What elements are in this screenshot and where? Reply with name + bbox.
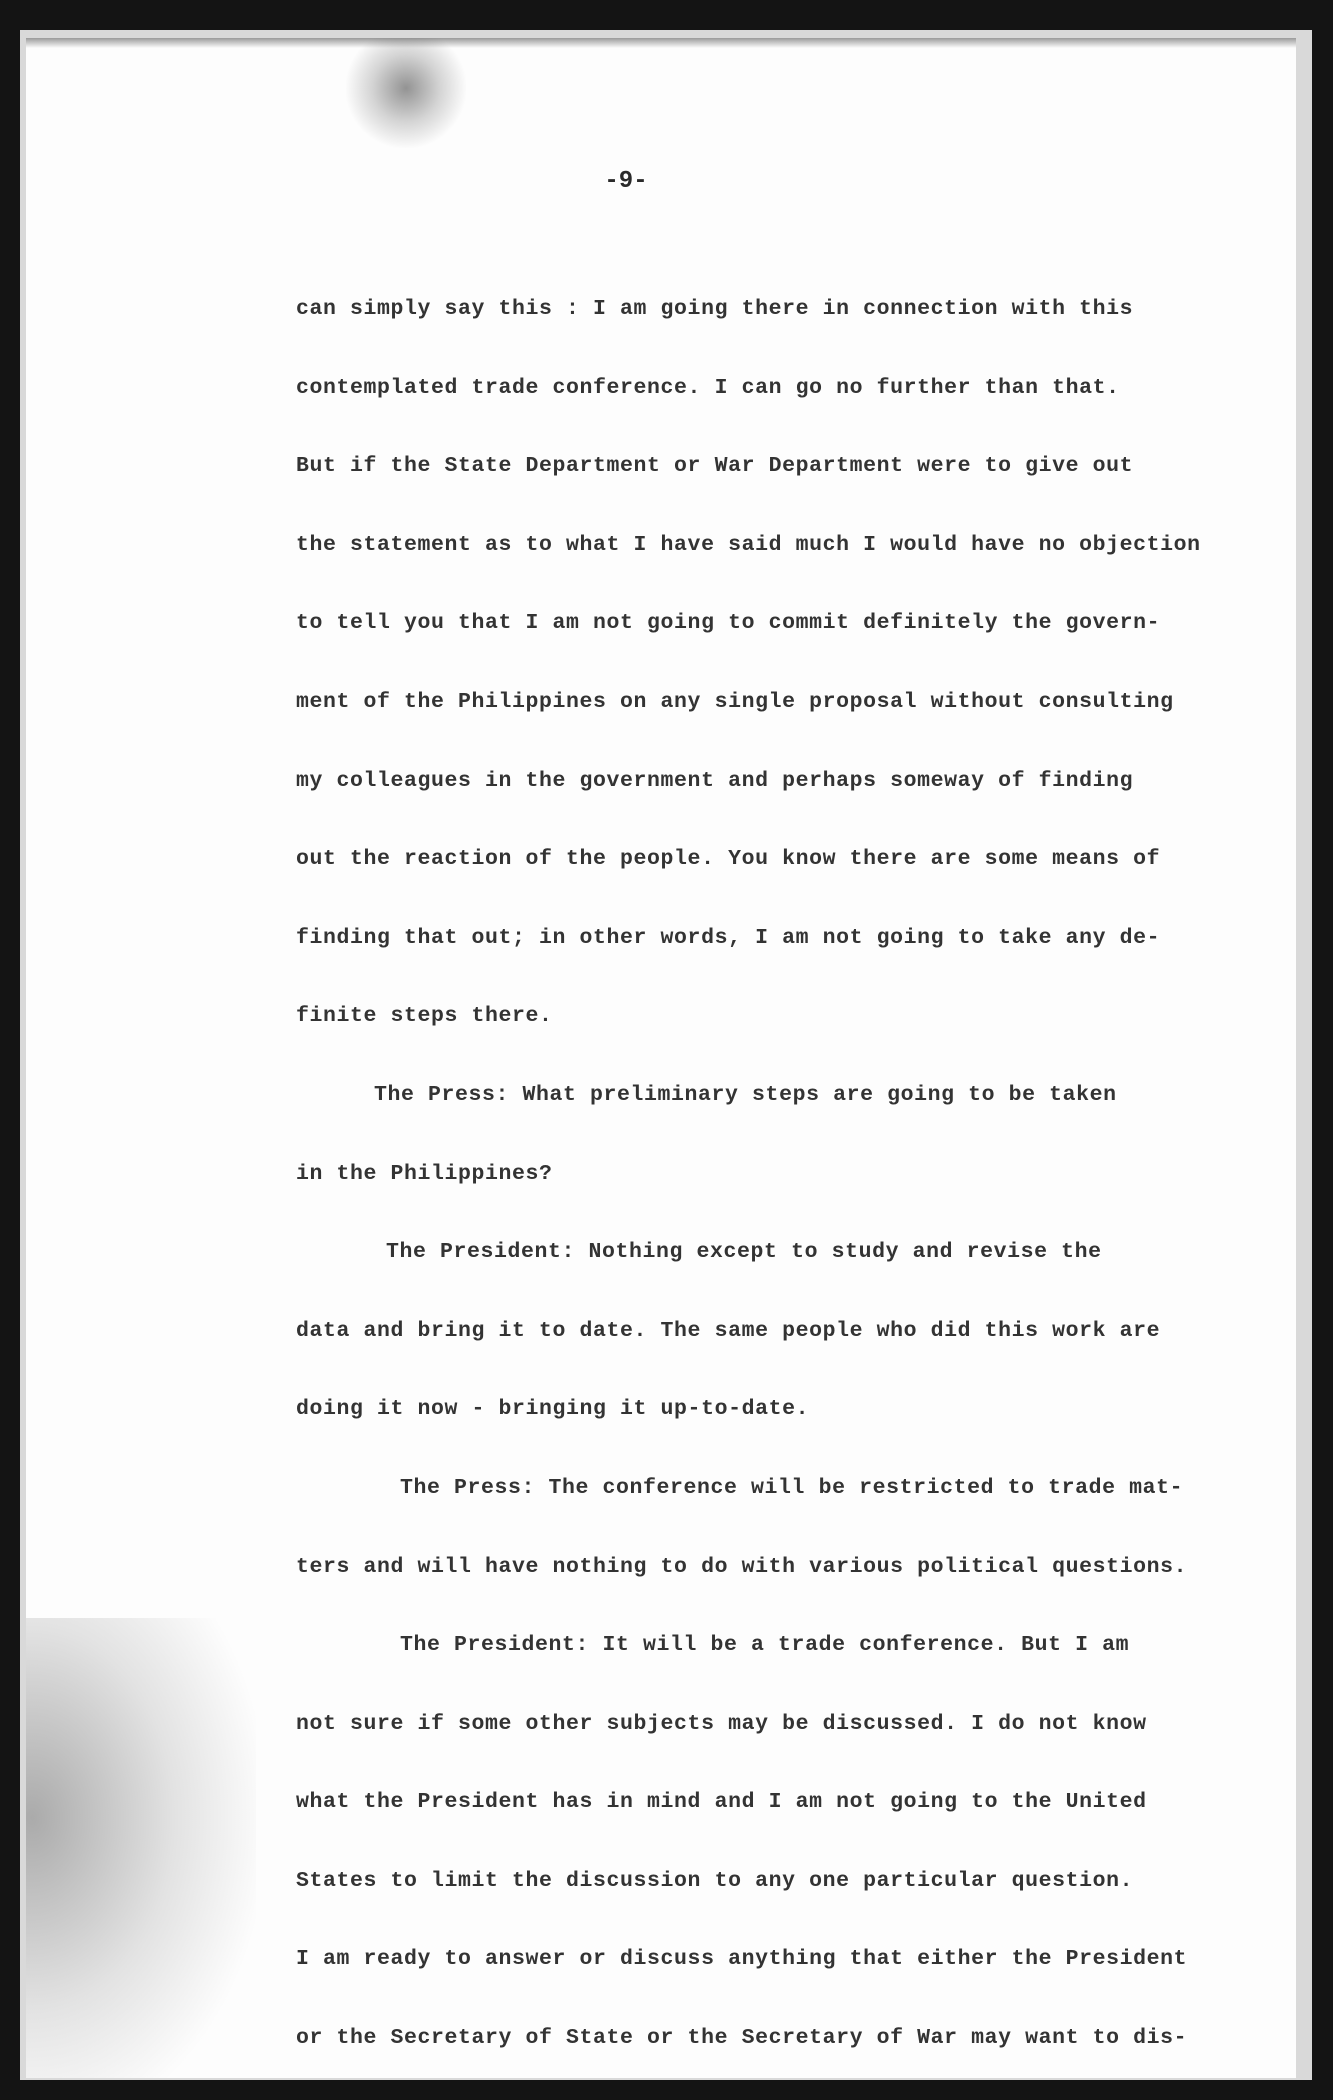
- text-line: in the Philippines?: [296, 1161, 553, 1186]
- text-line: I am ready to answer or discuss anything that either the President: [296, 1947, 1188, 1972]
- typescript-body: [296, 270, 1226, 2078]
- text-line: my colleagues in the government and perhaps someway of finding: [296, 768, 1134, 793]
- text-line: out the reaction of the people. You know there are some means of: [296, 847, 1161, 872]
- text-line: can simply say this : I am going there in connection with this: [296, 297, 1134, 321]
- top-smudge: [346, 38, 466, 148]
- text-line: But if the State Department or War Department were to give out: [296, 454, 1134, 479]
- left-smudge: [26, 1618, 256, 2078]
- president-answer-line: The President: Nothing except to study and revise the: [386, 1240, 1102, 1265]
- text-line: data and bring it to date. The same people who did this work are: [296, 1318, 1161, 1343]
- text-line: finding that out; in other words, I am not going to take any de-: [296, 925, 1161, 950]
- text-line: doing it now - bringing it up-to-date.: [296, 1397, 810, 1422]
- scan-edge-shading: [26, 38, 1296, 48]
- text-line: finite steps there.: [296, 1004, 553, 1029]
- text-line: what the President has in mind and I am not going to the United: [296, 1790, 1147, 1815]
- president-answer-line: The President: It will be a trade conference. But I am: [400, 1633, 1130, 1658]
- press-question-line: The Press: What preliminary steps are going to be taken: [374, 1082, 1117, 1107]
- typed-page: [26, 38, 1296, 2078]
- text-line: ters and will have nothing to do with various political questions.: [296, 1554, 1188, 1579]
- text-line: contemplated trade conference. I can go no further than that.: [296, 375, 1120, 400]
- text-line: the statement as to what I have said much I would have no objection: [296, 532, 1201, 557]
- page-number: -9-: [604, 168, 648, 195]
- text-line: or the Secretary of State or the Secretary of War may want to dis-: [296, 2026, 1188, 2051]
- text-line: not sure if some other subjects may be discussed. I do not know: [296, 1711, 1147, 1736]
- press-question-line: The Press: The conference will be restricted to trade mat-: [400, 1475, 1184, 1500]
- text-line: States to limit the discussion to any one particular question.: [296, 1868, 1134, 1893]
- text-line: ment of the Philippines on any single proposal without consulting: [296, 689, 1174, 714]
- text-line: to tell you that I am not going to commit definitely the govern-: [296, 611, 1161, 636]
